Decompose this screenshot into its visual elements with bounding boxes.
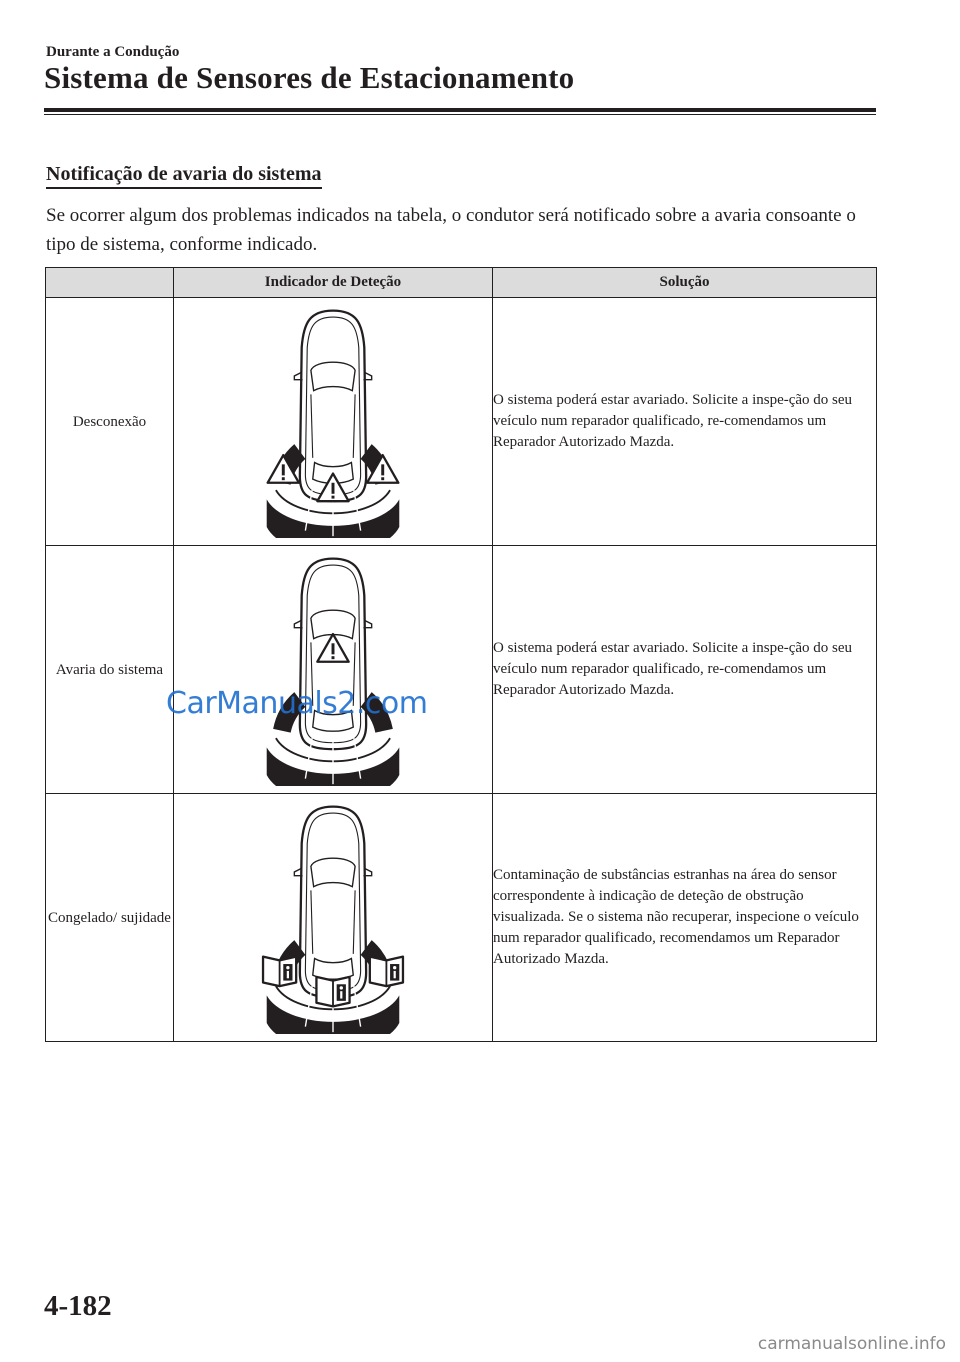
fault-notification-table	[45, 267, 877, 1042]
table-header-solution: Solução	[493, 268, 877, 298]
indicator-cell	[174, 794, 493, 1042]
table-row	[46, 546, 877, 794]
title-rule-thin	[44, 114, 876, 115]
page-title: Sistema de Sensores de Estacionamento	[44, 60, 575, 95]
title-rule	[44, 108, 876, 112]
indicator-cell	[174, 298, 493, 546]
table-header-condition	[46, 268, 174, 298]
indicator-cell	[174, 546, 493, 794]
condition-cell: Congelado/ sujidade	[46, 794, 174, 1042]
table-header-indicator: Indicador de Deteção	[174, 268, 493, 298]
condition-cell: Desconexão	[46, 298, 174, 546]
table-row	[46, 298, 877, 546]
solution-cell: Contaminação de substâncias estranhas na área do sensor correspondente à indicação de deteção de obstrução visualizada. Se o sistema não recuperar, inspecione o veículo num reparador qualificado, recomendamos um Reparador Autorizado Mazda.	[493, 794, 877, 1042]
solution-cell: O sistema poderá estar avariado. Solicite a inspe-ção do seu veículo num reparador qualificado, re-comendamos um Reparador Autorizado Mazda.	[493, 298, 877, 546]
intro-paragraph: Se ocorrer algum dos problemas indicados na tabela, o condutor será notificado sobre a avaria consoante o tipo de sistema, conforme indicado.	[46, 205, 856, 255]
table-header-row	[46, 268, 877, 298]
car-system-malfunction-icon	[263, 554, 403, 786]
condition-cell: Avaria do sistema	[46, 546, 174, 794]
section-heading: Notificação de avaria do sistema	[46, 163, 322, 189]
solution-cell: O sistema poderá estar avariado. Solicite a inspe-ção do seu veículo num reparador qualificado, re-comendamos um Reparador Autorizado Mazda.	[493, 546, 877, 794]
table-row	[46, 794, 877, 1042]
chapter-label: Durante a Condução	[46, 44, 180, 60]
footer-site-link[interactable]: carmanualsonline.info	[757, 1334, 946, 1354]
car-sensor-dirty-icon	[258, 802, 408, 1034]
page-number: 4-182	[44, 1290, 112, 1322]
car-disconnection-warning-icon	[263, 306, 403, 538]
watermark: CarManuals2.com	[166, 686, 428, 721]
